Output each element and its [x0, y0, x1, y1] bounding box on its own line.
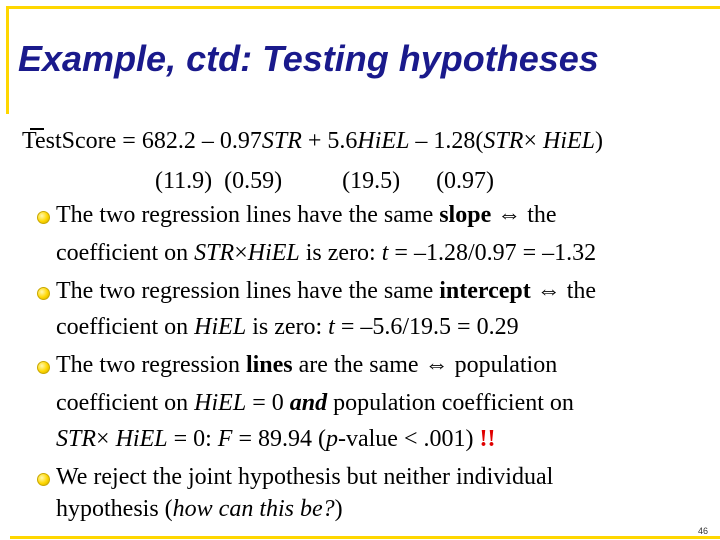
bullet-3-line-2	[56, 390, 574, 417]
eq-var-hiel2: HiEL	[536, 128, 595, 154]
frame-top-bar	[6, 6, 720, 9]
italic-text: t	[381, 240, 389, 266]
italic-text: HiEL	[194, 314, 247, 340]
text: ⇔ the	[491, 202, 557, 228]
bullet-4-line-2	[56, 496, 343, 523]
italic-text: HiEL	[247, 240, 300, 266]
text: ×	[234, 240, 248, 266]
page-number: 46	[698, 526, 709, 536]
bullet-2-line-2	[56, 314, 519, 341]
eq-lhs: TestScore	[22, 128, 117, 154]
bullet-icon	[37, 473, 50, 486]
text: population coefficient on	[327, 390, 574, 416]
bold-text: slope	[439, 202, 492, 228]
text: = –5.6/19.5 = 0.29	[334, 314, 519, 340]
italic-text: HiEL	[115, 426, 168, 452]
slide-title: Example, ctd: Testing hypotheses	[18, 38, 599, 79]
text: is zero:	[246, 314, 329, 340]
eq-const: = 682.2 – 0.97	[116, 128, 262, 154]
eq-var-str2: STR	[483, 128, 524, 154]
text: = 89.94 (	[232, 426, 326, 452]
eq-plus: + 5.6	[301, 128, 358, 154]
text: )	[334, 496, 343, 522]
text: hypothesis (	[56, 496, 173, 522]
text: ⇔ the	[530, 278, 597, 304]
italic-text: STR	[56, 426, 97, 452]
eq-times: ×	[523, 128, 537, 154]
italic-text: F	[217, 426, 233, 452]
text: is zero:	[299, 240, 382, 266]
bullet-3-line-1	[56, 352, 557, 379]
bold-text: intercept	[439, 278, 531, 304]
bold-text: lines	[245, 352, 293, 378]
frame-left-bar	[6, 6, 9, 114]
bullet-1-line-1	[56, 202, 557, 229]
regression-equation	[22, 128, 603, 155]
text: = –1.28/0.97 = –1.32	[388, 240, 597, 266]
bold-italic-text: and	[289, 390, 328, 416]
italic-text: how can this be?	[172, 496, 335, 522]
eq-var-hiel: HiEL	[357, 128, 410, 154]
standard-errors: (11.9) (0.59) (19.5) (0.97)	[155, 168, 495, 194]
italic-text: HiEL	[194, 390, 247, 416]
italic-text: t	[328, 314, 335, 340]
bullet-icon	[37, 361, 50, 374]
eq-var-str: STR	[261, 128, 302, 154]
eq-minus: – 1.28(	[409, 128, 484, 154]
bullet-icon	[37, 287, 50, 300]
italic-text: STR	[194, 240, 235, 266]
eq-close: )	[595, 128, 603, 154]
text: coefficient on	[56, 240, 195, 266]
bullet-icon	[37, 211, 50, 224]
text: = 0	[246, 390, 290, 416]
bullet-4-line-1: We reject the joint hypothesis but neither individual	[56, 464, 554, 490]
text: ×	[96, 426, 116, 452]
text: coefficient on	[56, 390, 195, 416]
bullet-1-line-2	[56, 240, 596, 267]
italic-text: p	[325, 426, 338, 452]
text: The two regression	[56, 352, 246, 378]
text: The two regression lines have the same	[56, 202, 440, 228]
text: The two regression lines have the same	[56, 278, 440, 304]
emphasis-mark: !!	[479, 426, 496, 452]
bullet-2-line-1	[56, 278, 596, 305]
text: are the same ⇔ population	[292, 352, 558, 378]
text: coefficient on	[56, 314, 195, 340]
frame-bottom-bar	[10, 536, 720, 539]
bullet-3-line-3	[56, 426, 495, 453]
text: -value < .001)	[337, 426, 480, 452]
text: = 0:	[167, 426, 218, 452]
